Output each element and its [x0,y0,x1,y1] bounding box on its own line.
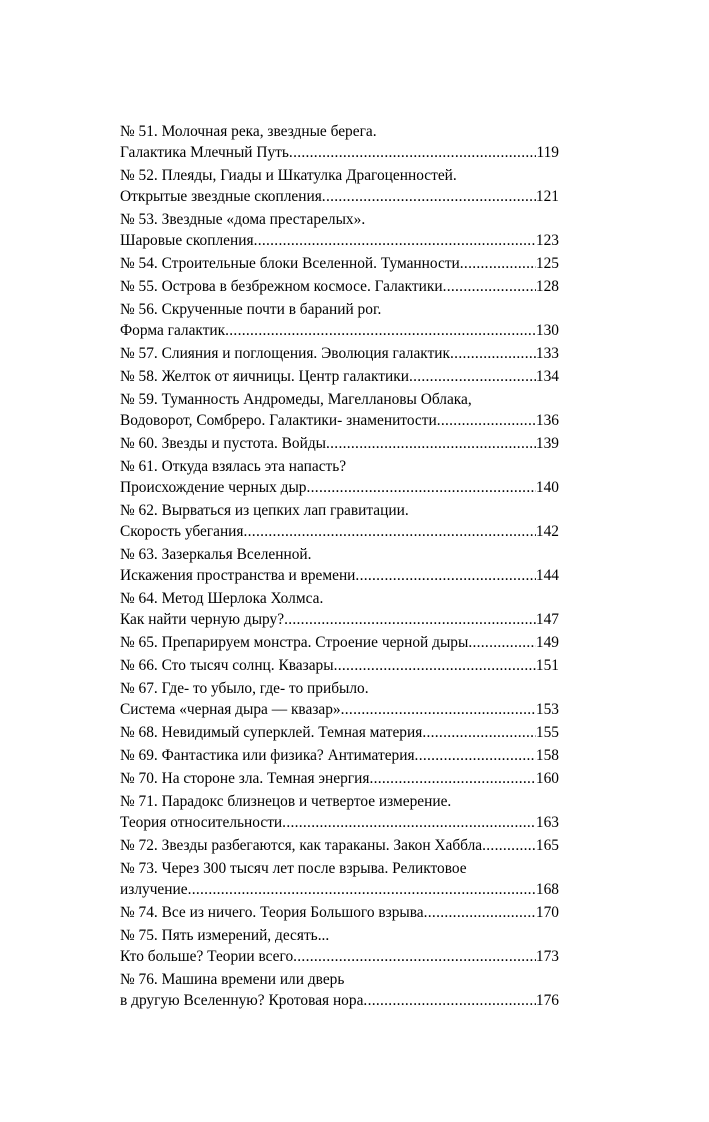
toc-entry-subtitle: Водоворот, Сомбреро. Галактики- знаменитости [120,412,437,429]
dot-leader [468,632,536,653]
toc-entry-subtitle: в другую Вселенную? Кротовая нора [120,992,364,1009]
toc-entry-59[interactable] [120,389,559,431]
dot-leader [326,433,536,454]
toc-entry-58[interactable] [120,366,559,387]
table-of-contents [120,121,559,1013]
dot-leader [282,812,536,833]
toc-entry-57[interactable] [120,343,559,364]
toc-entry-title: № 56. Скрученные почти в бараний рог. [120,301,382,318]
dot-leader [415,745,536,766]
toc-entry-title: № 62. Вырваться из цепких лап гравитации. [120,502,409,519]
toc-entry-63[interactable] [120,544,559,586]
toc-entry-64[interactable] [120,588,559,630]
toc-entry-title: № 67. Где- то убыло, где- то прибыло. [120,680,369,697]
toc-entry-subtitle: Кто больше? Теории всего [120,948,294,965]
dot-leader [307,477,536,498]
toc-page-number: 136 [535,412,559,429]
toc-page-number: 173 [535,948,559,965]
dot-leader [293,946,536,967]
toc-page-number: 140 [535,479,559,496]
dot-leader [369,768,535,789]
toc-entry-title: № 61. Откуда взялась эта напасть? [120,458,347,475]
toc-page-number: 165 [535,837,559,854]
dot-leader [437,410,536,431]
toc-page-number: 155 [535,724,559,741]
toc-entry-72[interactable] [120,835,559,856]
toc-entry-66[interactable] [120,655,559,676]
dot-leader [254,230,536,251]
toc-entry-73[interactable] [120,858,559,900]
toc-entry-title: № 54. Строительные блоки Вселенной. Туманности [120,255,460,272]
toc-entry-subtitle: Система «черная дыра — квазар» [120,701,341,718]
toc-entry-title: № 52. Плеяды, Гиады и Шкатулка Драгоценностей. [120,167,457,184]
dot-leader [244,521,536,542]
toc-entry-subtitle: излучение [120,881,188,898]
toc-entry-title: № 63. Зазеркалья Вселенной. [120,546,312,563]
dot-leader [363,990,535,1011]
dot-leader [289,142,537,163]
toc-entry-title: № 70. На стороне зла. Темная энергия [120,770,370,787]
toc-entry-title: № 76. Машина времени или дверь [120,971,345,988]
toc-entry-subtitle: Как найти черную дыру? [120,611,285,628]
toc-entry-subtitle: Форма галактик [120,322,226,339]
toc-entry-76[interactable] [120,969,559,1011]
toc-entry-65[interactable] [120,632,559,653]
toc-page-number: 142 [535,523,559,540]
toc-entry-56[interactable] [120,299,559,341]
dot-leader [341,699,536,720]
toc-page-number: 139 [535,435,559,452]
dot-leader [422,722,536,743]
toc-page-number: 119 [536,144,559,161]
toc-page-number: 176 [535,992,559,1009]
toc-entry-title: № 55. Острова в безбрежном космосе. Галактики [120,278,443,295]
toc-entry-title: № 74. Все из ничего. Теория Большого взрыва [120,904,424,921]
toc-page-number: 147 [535,611,559,628]
toc-entry-53[interactable] [120,209,559,251]
toc-entry-title: № 51. Молочная река, звездные берега. [120,123,377,140]
dot-leader [482,835,536,856]
toc-page-number: 163 [535,814,559,831]
toc-page-number: 133 [535,345,559,362]
toc-entry-title: № 57. Слияния и поглощения. Эволюция галактик [120,345,451,362]
toc-entry-title: № 64. Метод Шерлока Холмса. [120,590,324,607]
toc-entry-title: № 58. Желток от яичницы. Центр галактики [120,368,409,385]
toc-entry-51[interactable] [120,121,559,163]
toc-entry-title: № 59. Туманность Андромеды, Магеллановы Облака, [120,391,472,408]
toc-entry-52[interactable] [120,165,559,207]
dot-leader [355,565,535,586]
toc-page-number: 144 [535,567,559,584]
dot-leader [443,276,536,297]
toc-entry-title: № 53. Звездные «дома престарелых». [120,211,366,228]
toc-page-number: 168 [535,881,559,898]
toc-page-number: 153 [535,701,559,718]
toc-entry-70[interactable] [120,768,559,789]
toc-page-number: 158 [535,747,559,764]
toc-entry-55[interactable] [120,276,559,297]
toc-page-number: 149 [535,634,559,651]
toc-page-number: 125 [535,255,559,272]
toc-entry-subtitle: Открытые звездные скопления [120,188,322,205]
toc-page-number: 121 [535,188,559,205]
toc-entry-61[interactable] [120,456,559,498]
toc-entry-67[interactable] [120,678,559,720]
toc-entry-62[interactable] [120,500,559,542]
dot-leader [450,343,536,364]
toc-entry-54[interactable] [120,253,559,274]
toc-entry-68[interactable] [120,722,559,743]
toc-entry-title: № 71. Парадокс близнецов и четвертое измерение. [120,793,452,810]
toc-entry-71[interactable] [120,791,559,833]
dot-leader [460,253,536,274]
dot-leader [225,320,536,341]
toc-entry-title: № 65. Препарируем монстра. Строение черной дыры [120,634,469,651]
toc-entry-subtitle: Шаровые скопления [120,232,254,249]
toc-entry-title: № 66. Сто тысяч солнц. Квазары [120,657,334,674]
toc-entry-subtitle: Происхождение черных дыр [120,479,307,496]
toc-entry-title: № 75. Пять измерений, десять... [120,927,330,944]
toc-page-number: 170 [535,904,559,921]
toc-page-number: 123 [535,232,559,249]
toc-page-number: 130 [535,322,559,339]
toc-page-number: 128 [535,278,559,295]
toc-entry-subtitle: Искажения пространства и времени [120,567,356,584]
toc-entry-subtitle: Скорость убегания [120,523,244,540]
dot-leader [409,366,536,387]
toc-entry-title: № 72. Звезды разбегаются, как тараканы. Закон Хаббла [120,837,483,854]
dot-leader [322,186,536,207]
toc-page-number: 160 [535,770,559,787]
dot-leader [424,902,536,923]
toc-entry-title: № 73. Через 300 тысяч лет после взрыва. Реликтовое [120,860,467,877]
toc-entry-75[interactable] [120,925,559,967]
dot-leader [334,655,536,676]
toc-entry-60[interactable] [120,433,559,454]
toc-entry-74[interactable] [120,902,559,923]
toc-page-number: 134 [535,368,559,385]
toc-entry-69[interactable] [120,745,559,766]
toc-entry-title: № 60. Звезды и пустота. Войды [120,435,327,452]
toc-entry-title: № 69. Фантастика или физика? Антиматерия [120,747,415,764]
toc-entry-subtitle: Галактика Млечный Путь [120,144,289,161]
toc-entry-subtitle: Теория относительности [120,814,283,831]
dot-leader [188,879,536,900]
toc-entry-title: № 68. Невидимый суперклей. Темная материя [120,724,423,741]
dot-leader [284,609,536,630]
toc-page-number: 151 [535,657,559,674]
